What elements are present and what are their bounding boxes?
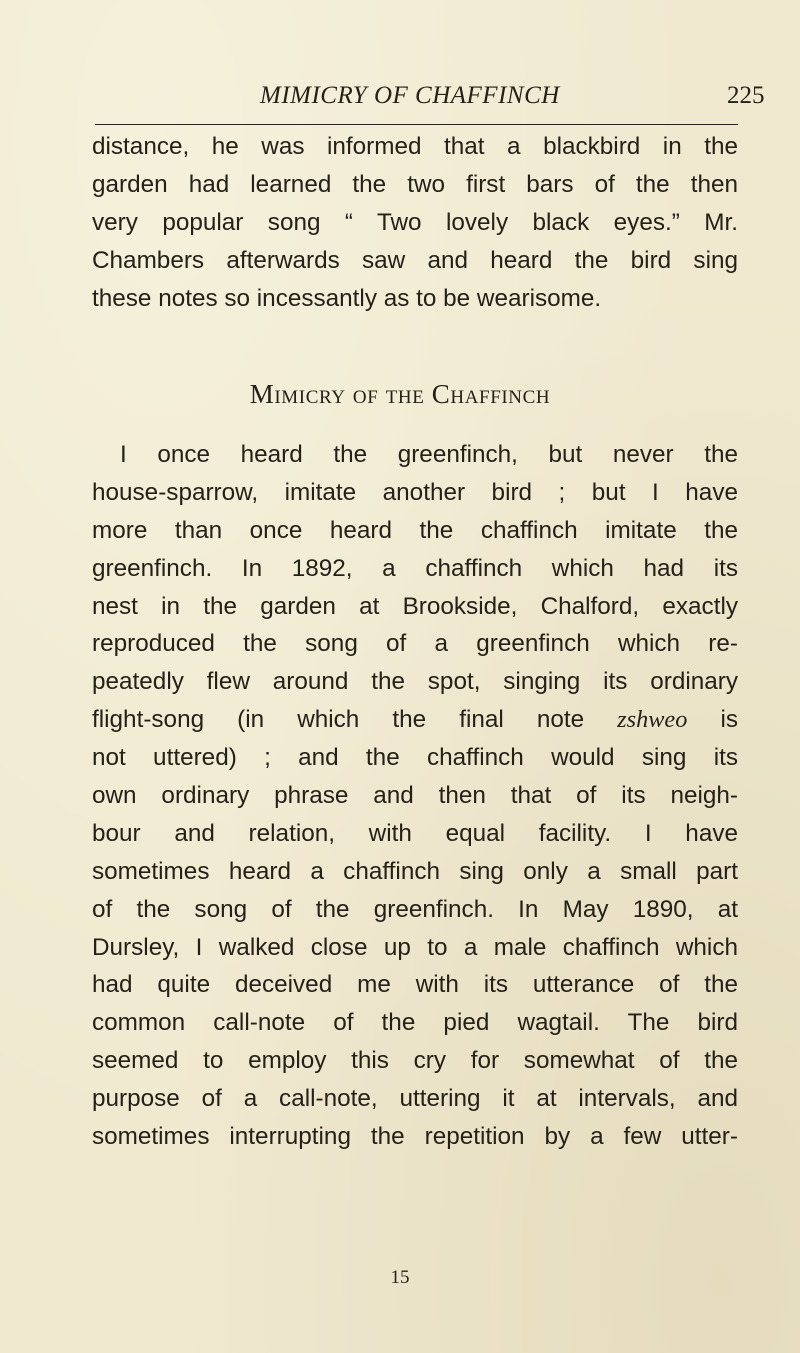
signature-mark: 15 (390, 1267, 410, 1288)
text-line: own ordinary phrase and then that of its neigh- (92, 782, 738, 810)
text-line: peatedly flew around the spot, singing its ordinary (92, 668, 738, 696)
italic-term: zshweo (617, 706, 688, 734)
text-line: nest in the garden at Brookside, Chalford, exactly (92, 592, 738, 620)
text-line: more than once heard the chaffinch imitate the (92, 516, 738, 544)
text-line: garden had learned the two first bars of the then (92, 170, 738, 198)
text-line-with-italic (92, 701, 738, 739)
text-line: purpose of a call-note, uttering it at intervals, and (92, 1085, 738, 1113)
text-line: common call-note of the pied wagtail. The bird (92, 1009, 738, 1037)
text-line: of the song of the greenfinch. In May 1890, at (92, 895, 738, 923)
page-number: 225 (727, 82, 765, 109)
text-line: bour and relation, with equal facility. I have (92, 819, 738, 847)
paragraph-mimicry (92, 436, 738, 1156)
section-heading: Mimicry of the Chaffinch (249, 379, 551, 409)
header-rule (95, 124, 738, 125)
text-fragment: flight-song (in which the final note (92, 706, 585, 734)
text-line: distance, he was informed that a blackbird in the (92, 133, 738, 160)
text-line: sometimes interrupting the repetition by a few utter- (92, 1123, 738, 1151)
text-line: Chambers afterwards saw and heard the bird sing (92, 246, 738, 274)
text-line: not uttered) ; and the chaffinch would sing its (92, 744, 738, 772)
text-line: these notes so incessantly as to be wearisome. (92, 284, 602, 312)
text-fragment: is (720, 706, 738, 734)
text-line: reproduced the song of a greenfinch which re- (92, 630, 738, 658)
text-line: very popular song “ Two lovely black eyes.” Mr. (92, 208, 738, 236)
running-head (95, 80, 800, 120)
paragraph-continuation (92, 128, 738, 317)
text-line: sometimes heard a chaffinch sing only a small part (92, 857, 738, 885)
running-title: MIMICRY OF CHAFFINCH (260, 82, 560, 109)
text-line: had quite deceived me with its utterance of the (92, 971, 738, 999)
text-line: seemed to employ this cry for somewhat of the (92, 1047, 738, 1075)
text-line: Dursley, I walked close up to a male chaffinch which (92, 933, 738, 961)
text-line: house-sparrow, imitate another bird ; but I have (92, 478, 738, 506)
text-line: greenfinch. In 1892, a chaffinch which had its (92, 554, 738, 582)
text-line: I once heard the greenfinch, but never the (120, 441, 738, 468)
